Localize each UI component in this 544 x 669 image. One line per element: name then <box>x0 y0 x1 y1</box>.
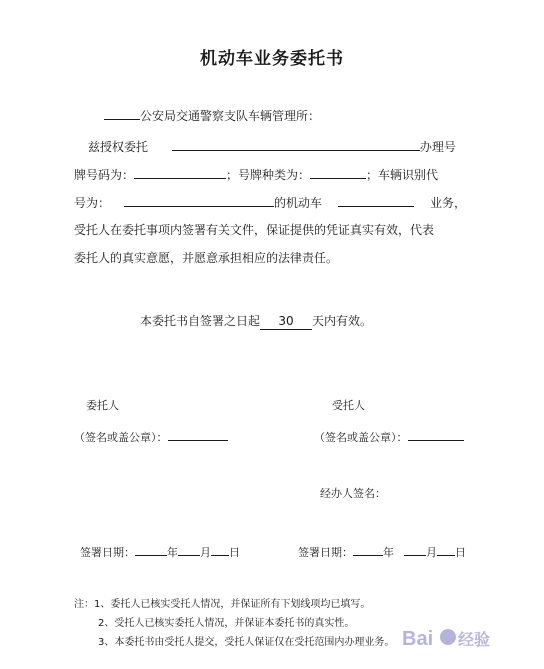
vehicle-label: 的机动车 <box>274 196 323 210</box>
validity-line <box>140 313 372 330</box>
client-date-label: 签署日期： <box>80 546 135 559</box>
agent-month-label: 月 <box>426 546 437 559</box>
client-month-blank <box>178 543 200 556</box>
agent-day-blank <box>437 543 455 556</box>
client-sign-label: （签名或盖公章）： <box>74 431 168 444</box>
client-day-label: 日 <box>229 546 240 559</box>
note-1: 注：1、委托人已核实受托人情况，并保证所有下划线项均已填写。 <box>74 599 371 610</box>
business-blank <box>338 194 414 207</box>
plate-type-label: ；号牌种类为： <box>226 168 311 182</box>
agent-date-line <box>298 543 466 561</box>
handler-sign-label: 经办人签名： <box>320 487 386 500</box>
authorize-prefix: 兹授权委托 <box>88 140 149 154</box>
svg-text:Bai: Bai <box>402 628 434 650</box>
client-label: 委托人 <box>86 399 119 412</box>
agent-year-label: 年 <box>383 546 394 559</box>
authorization-line-2 <box>74 166 438 183</box>
client-month-label: 月 <box>200 546 211 559</box>
agent-sign-blank <box>408 428 464 441</box>
client-day-blank <box>211 543 229 556</box>
office-blank <box>104 107 140 120</box>
authorization-line-1 <box>88 138 456 155</box>
baidu-watermark-logo <box>402 621 522 655</box>
agent-date-label: 签署日期： <box>298 546 353 559</box>
client-year-label: 年 <box>167 546 178 559</box>
agent-sign-line <box>314 428 464 446</box>
plate-type-blank <box>310 166 366 179</box>
authorization-line-3 <box>74 194 466 211</box>
agent-month-blank <box>404 543 426 556</box>
validity-prefix: 本委托书自签署之日起 <box>140 314 261 328</box>
authorization-line-5: 委托人的真实意愿，并愿意承担相应的法律责任。 <box>74 251 339 265</box>
plate-number-blank <box>134 166 226 179</box>
document-title: 机动车业务委托书 <box>200 49 344 69</box>
agent-year-blank <box>353 543 383 556</box>
validity-suffix: 天内有效。 <box>312 314 373 328</box>
agent-name-blank <box>172 138 420 151</box>
authorization-line-4: 受托人在委托事项内签署有关文件，保证提供的凭证真实有效，代表 <box>74 223 435 237</box>
note-2: 2、受托人已核实委托人情况，并保证本委托书的真实性。 <box>98 618 355 629</box>
client-sign-line <box>74 428 228 446</box>
business-label: 业务， <box>430 196 467 210</box>
client-date-line <box>80 543 240 561</box>
vin-blank <box>124 194 274 207</box>
agent-sign-label: （签名或盖公章）： <box>314 431 408 444</box>
svg-text:经验: 经验 <box>458 630 491 649</box>
vin-label: ；车辆识别代 <box>366 168 439 182</box>
vin-label-cont: 号为： <box>74 196 111 210</box>
note-3: 3、本委托书由受托人提交，受托人保证仅在受托范围内办理业务。 <box>98 637 395 648</box>
plate-number-label: 牌号码为： <box>74 168 135 182</box>
office-line <box>104 107 320 124</box>
line1-suffix: 办理号 <box>419 140 456 154</box>
office-suffix: 公安局交通警察支队车辆管理所： <box>140 109 321 123</box>
validity-days: 30 <box>260 313 312 330</box>
agent-day-label: 日 <box>455 546 466 559</box>
agent-label: 受托人 <box>332 399 365 412</box>
client-sign-blank <box>168 428 228 441</box>
client-year-blank <box>135 543 167 556</box>
